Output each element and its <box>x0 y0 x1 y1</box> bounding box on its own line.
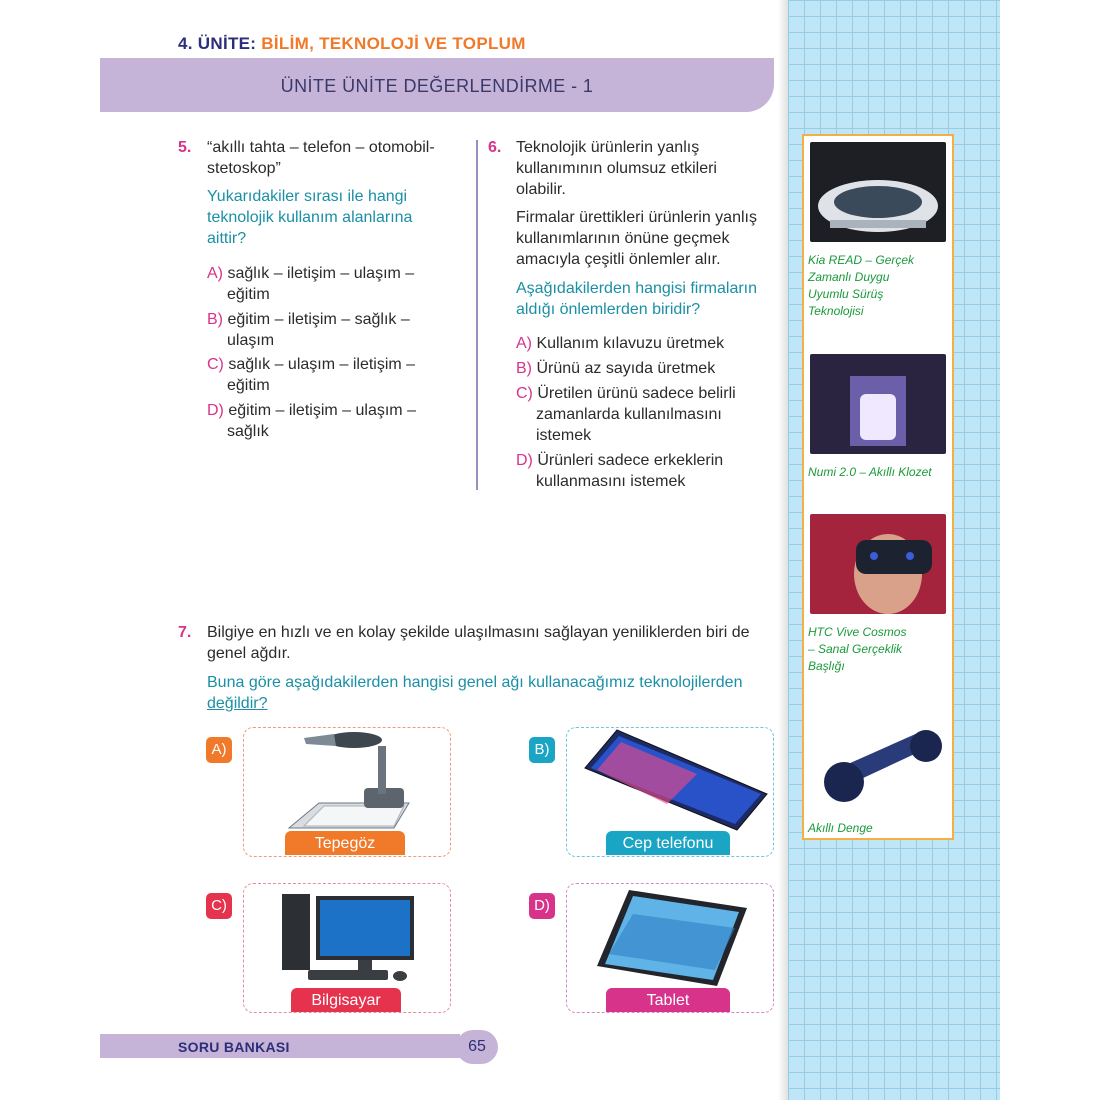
option-text: Kullanım kılavuzu üretmek <box>536 335 725 352</box>
column-divider <box>476 140 478 490</box>
hoverboard-icon <box>810 720 946 816</box>
q5-question-line: teknolojik kullanım alanlarına <box>207 209 413 226</box>
option-text: ulaşım <box>227 332 275 349</box>
footer-label: SORU BANKASI <box>178 1039 290 1055</box>
q5-stem-line: “akıllı tahta – telefon – otomobil- <box>207 139 435 156</box>
q5-question-line: aittir? <box>207 230 247 247</box>
option-text: Ürünü az sayıda üretmek <box>536 360 716 377</box>
caption-line: Uyumlu Sürüş <box>808 287 884 301</box>
q7-label-a: Tepegöz <box>285 831 405 855</box>
caption-line: – Sanal Gerçeklik <box>808 642 903 656</box>
unit-topic: BİLİM, TEKNOLOJİ VE TOPLUM <box>261 34 526 53</box>
q7-letter-c: C) <box>206 893 232 919</box>
q7-label-b: Cep telefonu <box>606 831 730 855</box>
option-text: zamanlarda kullanılmasını <box>536 406 722 423</box>
q6-option-c[interactable] <box>516 383 736 446</box>
option-letter: C) <box>516 385 533 402</box>
option-letter: A) <box>516 335 532 352</box>
q6-question-line: aldığı önlemlerden biridir? <box>516 301 701 318</box>
q6-stem-line: kullanımlarının önüne geçmek <box>516 230 730 247</box>
q7-letter-b: B) <box>529 737 555 763</box>
option-text: eğitim – iletişim – ulaşım – <box>228 402 416 419</box>
q5-option-c[interactable] <box>207 354 415 396</box>
option-letter: D) <box>207 402 224 419</box>
option-letter: A) <box>207 265 223 282</box>
q6-number: 6. <box>488 139 502 156</box>
sidebar-caption-2 <box>808 464 948 481</box>
caption-line: Numi 2.0 – Akıllı Klozet <box>808 465 932 479</box>
q7-letter-d: D) <box>529 893 555 919</box>
q6-stem-line: kullanımının olumsuz etkileri <box>516 160 717 177</box>
option-text: eğitim <box>227 286 270 303</box>
option-text: Ürünleri sadece erkeklerin <box>537 452 724 469</box>
q6-question <box>516 278 776 320</box>
q7-label-c: Bilgisayar <box>291 988 401 1012</box>
q6-option-a[interactable] <box>516 333 724 354</box>
option-text: kullanmasını istemek <box>536 473 686 490</box>
sidebar-caption-1 <box>808 252 948 320</box>
q6-stem-2 <box>516 207 776 270</box>
q6-stem-1 <box>516 137 776 200</box>
caption-line: Zamanlı Duygu <box>808 270 890 284</box>
q6-question-line: Aşağıdakilerden hangisi firmaların <box>516 280 758 297</box>
vr-headset-icon <box>810 514 946 614</box>
page-number: 65 <box>456 1030 498 1064</box>
caption-line: Akıllı Denge <box>808 821 873 835</box>
section-banner <box>100 58 774 112</box>
q5-option-a[interactable] <box>207 263 414 305</box>
banner-title: ÜNİTE ÜNİTE DEĞERLENDİRME - 1 <box>280 76 594 96</box>
option-letter: D) <box>516 452 533 469</box>
caption-line: HTC Vive Cosmos <box>808 625 907 639</box>
option-text: eğitim – iletişim – sağlık – <box>227 311 410 328</box>
car-cockpit-icon <box>810 142 946 242</box>
q5-stem <box>207 137 467 179</box>
q7-stem-line: genel ağdır. <box>207 645 291 662</box>
sidebar-examples <box>802 134 954 840</box>
unit-title <box>178 34 526 54</box>
option-text: sağlık – iletişim – ulaşım – <box>227 265 415 282</box>
q7-letter-a: A) <box>206 737 232 763</box>
q6-stem-line: Teknolojik ürünlerin yanlış <box>516 139 700 156</box>
q7-question-line: değildir? <box>207 695 268 712</box>
sidebar-caption-4 <box>808 820 948 837</box>
caption-line: Başlığı <box>808 659 845 673</box>
q7-number: 7. <box>178 624 192 641</box>
q7-stem-line: Bilgiye en hızlı ve en kolay şekilde ulaşılmasını sağlayan yeniliklerden biri de <box>207 624 750 641</box>
q5-option-b[interactable] <box>207 309 410 351</box>
q5-number: 5. <box>178 139 192 156</box>
caption-line: Kia READ – Gerçek <box>808 253 915 267</box>
q7-question <box>207 672 777 714</box>
q7-stem <box>207 622 777 664</box>
q5-stem-line: stetoskop” <box>207 160 281 177</box>
q6-stem-line: Firmalar ürettikleri ürünlerin yanlış <box>516 209 757 226</box>
caption-line: Teknolojisi <box>808 304 864 318</box>
q6-option-d[interactable] <box>516 450 723 492</box>
q7-label-d: Tablet <box>606 988 730 1012</box>
q6-stem-line: olabilir. <box>516 181 566 198</box>
unit-number: 4. ÜNİTE: <box>178 34 257 53</box>
sidebar-caption-3 <box>808 624 948 675</box>
q6-option-b[interactable] <box>516 358 715 379</box>
q5-option-d[interactable] <box>207 400 416 442</box>
q7-question-line: Buna göre aşağıdakilerden hangisi genel ağı kullanacağımız teknolojilerden <box>207 674 743 691</box>
smart-toilet-icon <box>810 354 946 454</box>
option-letter: C) <box>207 356 224 373</box>
q6-stem-line: amacıyla çeşitli önlemler alır. <box>516 251 721 268</box>
option-text: eğitim <box>227 377 270 394</box>
option-text: sağlık – ulaşım – iletişim – <box>228 356 416 373</box>
option-text: Üretilen ürünü sadece belirli <box>537 385 736 402</box>
option-letter: B) <box>516 360 532 377</box>
option-text: sağlık <box>227 423 269 440</box>
q5-question <box>207 186 467 249</box>
option-letter: B) <box>207 311 223 328</box>
q5-question-line: Yukarıdakiler sırası ile hangi <box>207 188 408 205</box>
option-text: istemek <box>536 427 592 444</box>
